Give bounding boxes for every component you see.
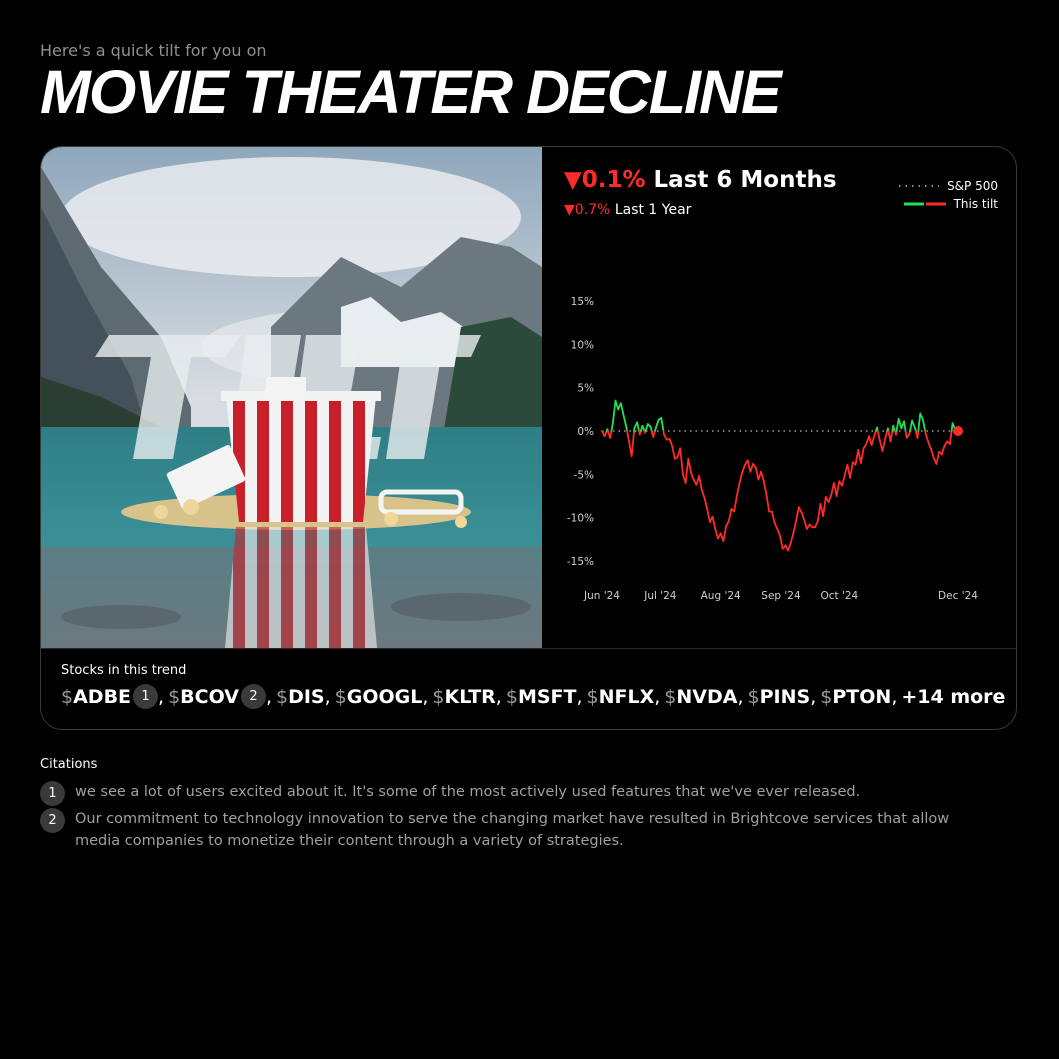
tilt-line-segment xyxy=(734,496,737,512)
tilt-line-segment xyxy=(823,497,826,516)
citation-number: 1 xyxy=(40,781,65,806)
tilt-line-segment xyxy=(837,481,840,496)
y-tick-label: 10% xyxy=(570,339,594,352)
tilt-line-segment xyxy=(928,442,931,449)
separator: , xyxy=(810,685,817,708)
tilt-line-segment xyxy=(918,431,919,438)
tilt-line-segment xyxy=(672,446,675,459)
y-tick-label: 5% xyxy=(577,382,594,395)
x-tick-label: Oct '24 xyxy=(820,590,859,602)
stock-ticker-googl[interactable]: GOOGL xyxy=(346,685,423,708)
tilt-line-segment xyxy=(646,424,648,431)
tilt-line-segment xyxy=(926,434,929,443)
tilt-line-segment xyxy=(661,418,663,431)
x-tick-label: Aug '24 xyxy=(700,590,741,602)
dollar-sign: $ xyxy=(664,685,677,708)
x-tick-label: Sep '24 xyxy=(761,590,801,602)
tilt-line-segment xyxy=(686,459,689,483)
tilt-line-segment xyxy=(756,467,759,479)
tilt-line-segment xyxy=(729,509,732,521)
citation-2 xyxy=(40,808,995,852)
tilt-line-segment xyxy=(804,520,807,529)
tilt-line-segment xyxy=(680,448,683,474)
tilt-line-segment xyxy=(610,431,611,438)
tilt-line-segment xyxy=(775,523,778,529)
tilt-line-segment xyxy=(611,424,612,431)
separator: , xyxy=(737,685,744,708)
citation-badge[interactable]: 2 xyxy=(241,684,266,709)
dollar-sign: $ xyxy=(168,685,181,708)
dollar-sign: $ xyxy=(432,685,445,708)
stock-ticker-pins[interactable]: PINS xyxy=(759,685,811,708)
chart-legend xyxy=(899,177,998,213)
citation-text: we see a lot of users excited about it. It's some of the most actively used features that we've ever released. xyxy=(75,784,861,800)
x-tick-label: Dec '24 xyxy=(938,590,978,602)
tilt-line-segment xyxy=(882,439,885,451)
tilt-line-segment xyxy=(885,431,887,439)
tilt-line-segment xyxy=(791,532,794,542)
tilt-line-segment xyxy=(815,521,818,527)
tilt-line-segment xyxy=(613,401,616,424)
tilt-line-segment xyxy=(842,475,845,485)
stock-ticker-pton[interactable]: PTON xyxy=(832,685,892,708)
citation-number: 2 xyxy=(40,808,65,833)
tilt-line-segment xyxy=(777,529,780,536)
solid-line-swatch xyxy=(904,202,946,206)
tilt-line-segment xyxy=(829,495,832,502)
tilt-line-segment xyxy=(796,507,799,520)
tilt-line-segment xyxy=(624,415,627,426)
tilt-line-segment xyxy=(691,473,694,480)
tilt-line-segment xyxy=(878,431,880,441)
y-tick-label: -10% xyxy=(566,512,594,525)
separator: , xyxy=(576,685,583,708)
tilt-line-segment xyxy=(748,460,751,471)
separator: , xyxy=(654,685,661,708)
card-divider xyxy=(41,648,1016,649)
tilt-line-segment xyxy=(699,476,702,490)
tilt-line-segment xyxy=(850,462,853,478)
tilt-line-segment xyxy=(861,448,864,463)
tilt-line-segment xyxy=(637,422,639,431)
performance-6-month xyxy=(564,167,837,193)
tilt-line-segment xyxy=(688,459,691,473)
tilt-line-segment xyxy=(904,421,906,431)
y-tick-label: -5% xyxy=(573,469,594,482)
dotted-line-swatch xyxy=(899,184,939,188)
more-stocks-link[interactable]: +14 more xyxy=(901,685,1006,708)
performance-1-year xyxy=(564,202,691,218)
dollar-sign: $ xyxy=(505,685,518,708)
tilt-line-segment xyxy=(891,431,893,441)
performance-6-month-value: 0.1% xyxy=(581,167,646,193)
page-title: MOVIE THEATER DECLINE xyxy=(40,58,780,126)
stocks-label: Stocks in this trend xyxy=(61,663,187,678)
tilt-line-segment xyxy=(750,464,753,472)
dollar-sign: $ xyxy=(276,685,289,708)
stocks-list xyxy=(61,684,1005,709)
x-tick-label: Jul '24 xyxy=(644,590,677,602)
tilt-line-segment xyxy=(742,465,745,473)
tilt-line-segment xyxy=(802,512,805,520)
separator: , xyxy=(265,685,272,708)
dollar-sign: $ xyxy=(820,685,833,708)
dollar-sign: $ xyxy=(334,685,347,708)
tilt-line-segment xyxy=(704,498,707,509)
stock-ticker-kltr[interactable]: KLTR xyxy=(444,685,496,708)
tilt-line-segment xyxy=(793,520,796,532)
citations-label: Citations xyxy=(40,757,98,772)
performance-1-year-value: 0.7% xyxy=(574,202,611,218)
tilt-line-segment xyxy=(707,509,710,522)
tilt-line-segment xyxy=(950,431,952,444)
tilt-line-segment xyxy=(920,414,923,420)
y-tick-label: 15% xyxy=(570,296,594,308)
tilt-line-segment xyxy=(931,449,934,458)
legend-tilt xyxy=(899,195,998,213)
line-chart-plot xyxy=(542,147,1017,648)
tilt-line-segment xyxy=(702,490,705,498)
separator: , xyxy=(891,685,898,708)
tilt-line-segment xyxy=(936,452,939,464)
down-arrow-icon: ▼ xyxy=(564,167,582,193)
down-arrow-icon: ▼ xyxy=(564,202,575,218)
tilt-line-segment xyxy=(737,483,740,496)
stock-ticker-nvda[interactable]: NVDA xyxy=(676,685,738,708)
legend-sp500 xyxy=(899,177,998,195)
legend-tilt-label: This tilt xyxy=(953,197,998,211)
tilt-line-segment xyxy=(740,473,743,483)
y-tick-label: 0% xyxy=(577,426,594,438)
tilt-line-segment xyxy=(621,403,624,415)
separator: , xyxy=(158,685,165,708)
separator: , xyxy=(324,685,331,708)
performance-1-year-label: Last 1 Year xyxy=(614,202,692,218)
tilt-line-segment xyxy=(818,504,821,521)
tilt-line-segment xyxy=(780,536,783,549)
tilt-line-segment xyxy=(772,512,775,523)
stock-ticker-msft[interactable]: MSFT xyxy=(517,685,577,708)
performance-chart xyxy=(542,147,1017,648)
tilt-line-segment xyxy=(942,446,945,455)
tilt-line-segment xyxy=(632,431,634,456)
tilt-line-segment xyxy=(872,435,875,445)
mountain-lake-popcorn-image xyxy=(41,147,542,648)
tilt-line-segment xyxy=(715,529,718,539)
dollar-sign: $ xyxy=(61,685,74,708)
tilt-line-segment xyxy=(912,421,915,428)
tilt-line-segment xyxy=(788,543,791,551)
tilt-line-segment xyxy=(918,414,920,431)
legend-sp500-label: S&P 500 xyxy=(947,179,998,193)
separator: , xyxy=(495,685,502,708)
x-tick-label: Jun '24 xyxy=(584,590,620,602)
tilt-line-segment xyxy=(627,431,629,441)
tilt-line-segment xyxy=(723,526,726,541)
stock-ticker-nflx[interactable]: NFLX xyxy=(598,685,655,708)
stock-ticker-bcov[interactable]: BCOV xyxy=(180,685,239,708)
separator: , xyxy=(422,685,429,708)
y-tick-label: -15% xyxy=(566,556,594,568)
tilt-line-segment xyxy=(713,517,716,529)
dollar-sign: $ xyxy=(747,685,760,708)
tilt-card[interactable] xyxy=(40,146,1017,730)
tilt-line-segment xyxy=(923,420,925,431)
stock-ticker-adbe[interactable]: ADBE xyxy=(73,685,132,708)
tilt-end-point xyxy=(953,426,963,436)
stock-ticker-dis[interactable]: DIS xyxy=(288,685,325,708)
tilt-line-segment xyxy=(761,472,764,482)
intro-text: Here's a quick tilt for you on xyxy=(40,41,267,60)
tilt-line-segment xyxy=(764,481,767,495)
citation-badge[interactable]: 1 xyxy=(133,684,158,709)
tilt-line-segment xyxy=(669,439,672,446)
tilt-line-segment xyxy=(767,495,770,511)
performance-6-month-label: Last 6 Months xyxy=(653,167,837,193)
dollar-sign: $ xyxy=(586,685,599,708)
tilt-line-segment xyxy=(656,420,659,428)
citation-text: Our commitment to technology innovation to serve the changing market have resulted in Brightcove services that allow media companies to monetize their content through a variety of strategies. xyxy=(75,811,950,849)
hero-image xyxy=(41,147,542,648)
tilt-line-segment xyxy=(653,431,655,437)
citation-1 xyxy=(40,781,995,806)
